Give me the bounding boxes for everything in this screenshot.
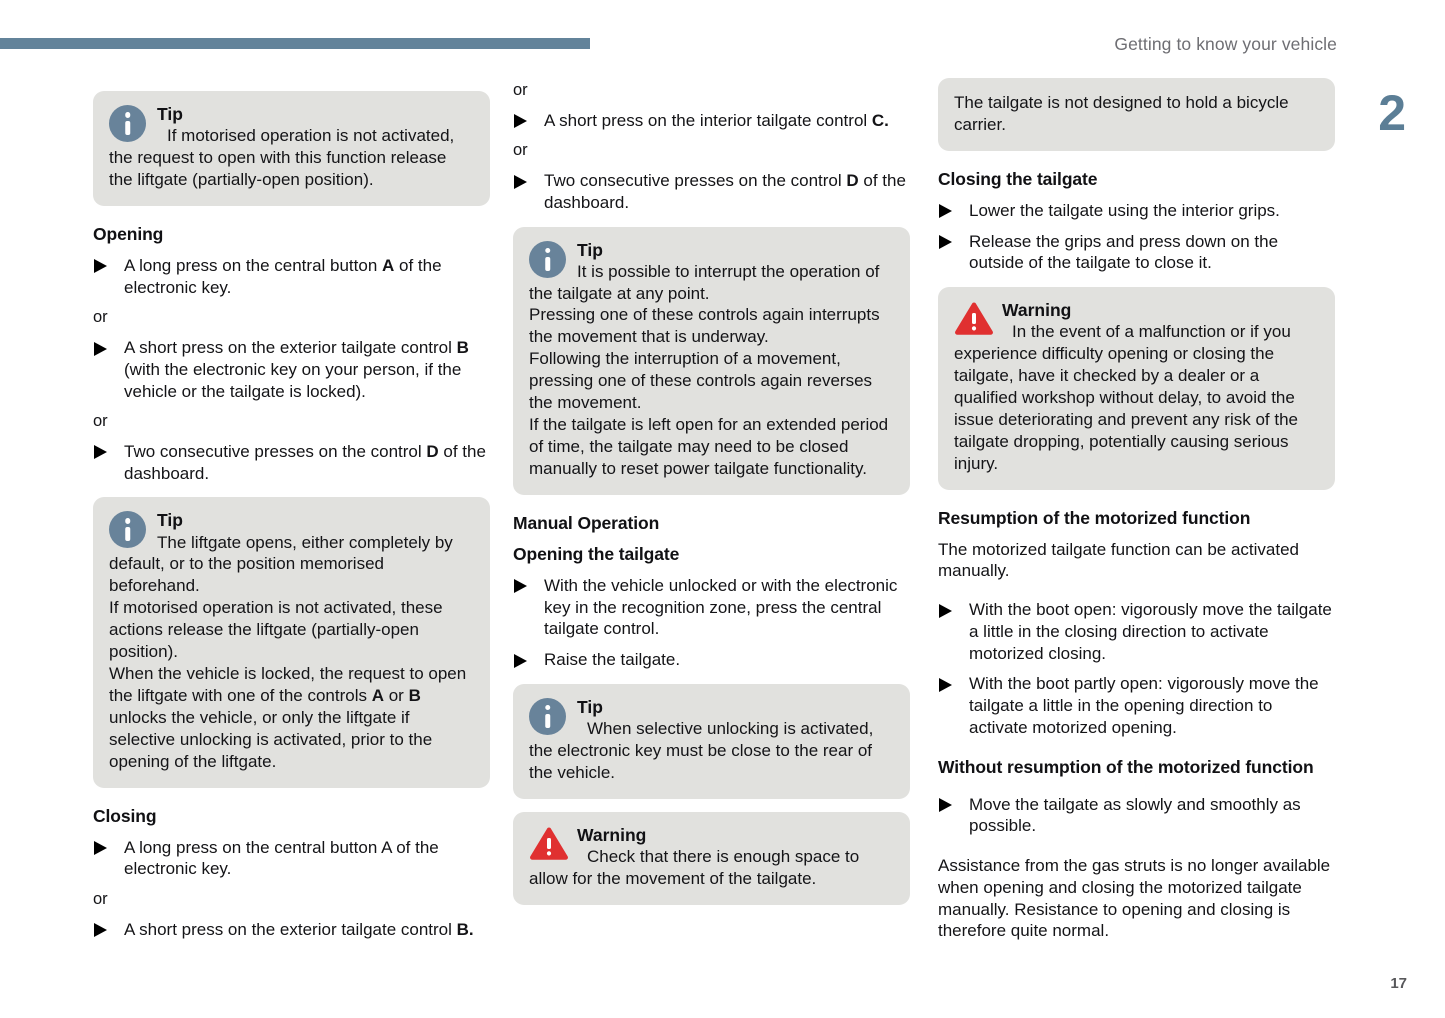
info-icon	[529, 241, 566, 278]
list-item	[513, 110, 910, 132]
bullet-text-pre: A short press on the exterior tailgate control	[124, 919, 457, 939]
warning-icon	[529, 826, 569, 861]
info-icon	[109, 105, 146, 142]
bullet-text-bold: B	[456, 338, 469, 358]
list-item	[513, 575, 910, 640]
callout-body: When selective unlocking is activated, the electronic key must be close to the rear of the vehicle.	[529, 718, 874, 782]
info-icon	[109, 511, 146, 548]
warning-icon-slot	[529, 826, 573, 866]
or-separator: or	[93, 308, 108, 327]
callout-paragraph: It is possible to interrupt the operation of the tailgate at any point.	[529, 261, 880, 303]
callout-body: The tailgate is not designed to hold a bicycle carrier.	[954, 93, 1289, 134]
bullet-text: Raise the tailgate.	[544, 650, 681, 670]
list-item	[93, 837, 490, 881]
callout-title: Tip	[577, 696, 603, 717]
bullet-text-pre: Two consecutive presses on the control	[544, 171, 847, 190]
triangle-bullet-icon	[94, 923, 107, 937]
column-2	[513, 78, 910, 948]
bullet-text: Move the tailgate as slowly and smoothly as possible.	[969, 794, 1301, 836]
list-item	[93, 337, 490, 402]
bullet-text-post: of the electronic key.	[124, 255, 442, 297]
list-item	[93, 919, 490, 941]
callout-body: In the event of a malfunction or if you experience difficulty opening or closing the tailgate, have it checked by a dealer or a qualified workshop without delay, to avoid the issue deteriorating and prevent any risk of the tailgate dropping, potentially causing serious injury.	[954, 322, 1298, 473]
heading-closing: Closing	[93, 805, 157, 826]
bullet-text-bold: D	[426, 441, 439, 461]
callout-text-mid: or	[384, 685, 409, 705]
body-paragraph: The motorized tailgate function can be activated manually.	[938, 539, 1299, 581]
column-1	[93, 78, 490, 948]
page-number: 17	[1390, 975, 1407, 992]
heading-opening-the-tailgate: Opening the tailgate	[513, 543, 680, 564]
tip-callout	[513, 227, 910, 495]
bullet-text-bold: D	[846, 171, 859, 190]
bullet-text-pre: Two consecutive presses on the control	[124, 441, 427, 461]
callout-paragraph: Following the interruption of a movement, pressing one of these controls again reverses the movement.	[529, 349, 873, 413]
or-separator: or	[93, 890, 108, 909]
triangle-bullet-icon	[94, 841, 107, 855]
tip-callout	[93, 91, 490, 206]
triangle-bullet-icon	[514, 175, 527, 189]
heading-without-resumption: Without resumption of the motorized function	[938, 756, 1314, 777]
triangle-bullet-icon	[939, 798, 952, 812]
warning-icon-slot	[954, 301, 998, 341]
bullet-text: With the boot open: vigorously move the tailgate a little in the closing direction to activate motorized closing.	[969, 600, 1332, 663]
bullet-text-pre: A short press on the interior tailgate control	[544, 110, 872, 130]
tip-callout	[93, 497, 490, 787]
info-icon-slot	[109, 105, 153, 145]
note-callout	[938, 78, 1335, 151]
heading-opening: Opening	[93, 223, 164, 244]
bullet-text-post: of the dashboard.	[124, 441, 486, 483]
callout-body: Check that there is enough space to allow for the movement of the tailgate.	[529, 846, 860, 888]
info-icon	[529, 698, 566, 735]
chapter-number: 2	[1378, 85, 1405, 141]
callout-body: If motorised operation is not activated, the request to open with this function release the liftgate (partially-open position).	[109, 126, 455, 189]
callout-paragraph: The liftgate opens, either completely by default, or to the position memorised beforehand.	[109, 532, 453, 596]
heading-manual-operation: Manual Operation	[513, 512, 660, 533]
bullet-text-pre: A short press on the exterior tailgate control	[124, 338, 457, 358]
list-item	[938, 200, 1335, 222]
triangle-bullet-icon	[94, 259, 107, 273]
bullet-text-post: (with the electronic key on your person, if the vehicle or the tailgate is locked).	[124, 359, 462, 401]
bullet-text: Release the grips and press down on the outside of the tailgate to close it.	[969, 231, 1279, 273]
callout-title: Tip	[157, 104, 183, 124]
bullet-text: A long press on the central button A of the electronic key.	[124, 837, 439, 879]
column-3	[938, 78, 1335, 948]
triangle-bullet-icon	[514, 654, 527, 668]
info-icon-slot	[109, 511, 153, 551]
warning-callout	[513, 812, 910, 905]
list-item	[938, 231, 1335, 275]
triangle-bullet-icon	[94, 445, 107, 459]
bullet-text-pre: A long press on the central button	[124, 255, 383, 275]
triangle-bullet-icon	[514, 579, 527, 593]
or-separator: or	[513, 81, 528, 99]
page-header-title: Getting to know your vehicle	[1114, 34, 1337, 54]
callout-text-post: unlocks the vehicle, or only the liftgate if selective unlocking is activated, prior to the opening of the liftgate.	[109, 707, 433, 771]
list-item	[938, 673, 1335, 738]
callout-paragraph	[109, 663, 474, 773]
body-paragraph: Assistance from the gas struts is no longer available when opening and closing the motorized tailgate manually. Resistance to opening and closing is therefore quite normal.	[938, 856, 1331, 941]
callout-text-bold-b: B	[408, 685, 421, 705]
triangle-bullet-icon	[94, 342, 107, 356]
warning-icon	[954, 301, 994, 336]
callout-body	[109, 532, 474, 773]
callout-body	[529, 261, 894, 480]
callout-text-pre: When the vehicle is locked, the request to open the liftgate with one of the controls	[109, 664, 467, 705]
content-columns	[0, 78, 1445, 948]
list-item	[938, 599, 1335, 664]
list-item	[513, 170, 910, 214]
bullet-text: Lower the tailgate using the interior grips.	[969, 200, 1280, 220]
triangle-bullet-icon	[939, 678, 952, 692]
tip-callout	[513, 684, 910, 799]
callout-title: Warning	[577, 824, 647, 845]
heading-resumption: Resumption of the motorized function	[938, 507, 1251, 528]
list-item	[93, 255, 490, 299]
bullet-text-post: of the dashboard.	[544, 171, 906, 212]
callout-paragraph: If motorised operation is not activated, these actions release the liftgate (partially-open position).	[109, 598, 443, 662]
heading-closing-the-tailgate: Closing the tailgate	[938, 168, 1098, 189]
triangle-bullet-icon	[514, 114, 527, 128]
bullet-text-bold: B.	[456, 919, 474, 939]
header-accent-bar	[0, 38, 590, 49]
list-item	[513, 649, 910, 671]
callout-text-bold-a: A	[371, 685, 384, 705]
callout-paragraph: If the tailgate is left open for an extended period of time, the tailgate may need to be closed manually to reset power tailgate functionality.	[529, 415, 889, 478]
or-separator: or	[93, 412, 108, 431]
callout-paragraph: Pressing one of these controls again interrupts the movement that is underway.	[529, 305, 880, 347]
info-icon-slot	[529, 698, 573, 738]
bullet-text: With the boot partly open: vigorously move the tailgate a little in the opening direction to activate motorized opening.	[969, 674, 1319, 737]
triangle-bullet-icon	[939, 235, 952, 249]
callout-title: Tip	[577, 239, 603, 260]
bullet-text: With the vehicle unlocked or with the electronic key in the recognition zone, press the central tailgate control.	[544, 575, 898, 639]
or-separator: or	[513, 141, 528, 160]
callout-title: Warning	[1002, 300, 1072, 321]
warning-callout	[938, 287, 1335, 490]
bullet-text-bold: C.	[871, 110, 889, 130]
callout-title: Tip	[157, 510, 183, 531]
info-icon-slot	[529, 241, 573, 281]
bullet-text-bold: A	[382, 255, 395, 275]
triangle-bullet-icon	[939, 604, 952, 618]
list-item	[93, 441, 490, 485]
list-item	[938, 794, 1335, 838]
triangle-bullet-icon	[939, 204, 952, 218]
